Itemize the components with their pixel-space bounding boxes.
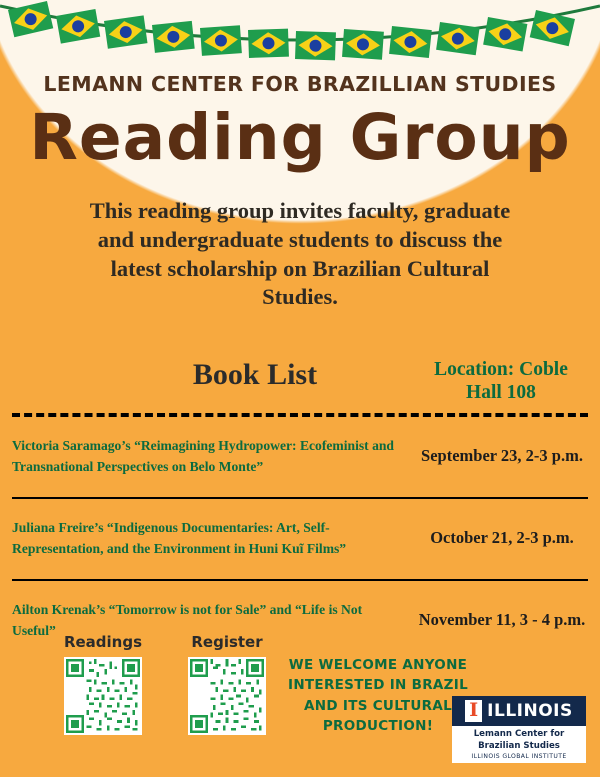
- center-name: LEMANN CENTER FOR BRAZILLIAN STUDIES: [43, 72, 557, 96]
- book-title: Juliana Freire’s “Indigenous Documentaries: Art, Self-Representation, and the Environment in Huni Kuĩ Films”: [12, 520, 347, 556]
- illinois-word: ILLINOIS: [487, 701, 573, 722]
- book-date: September 23, 2-3 p.m.: [421, 446, 583, 466]
- intro-paragraph: This reading group invites faculty, graduate and undergraduate students to discuss the latest scholarship on Brazilian Cultural Studies.: [89, 198, 511, 310]
- book-list-heading: Book List: [192, 358, 318, 391]
- poster-footer: [0, 633, 600, 777]
- register-qr-code[interactable]: [188, 657, 266, 735]
- logo-unit-line1: Lemann Center for: [473, 729, 565, 740]
- poster-header: [0, 72, 600, 312]
- readings-label: Readings: [63, 633, 143, 651]
- logo-unit-line2: Brazilian Studies: [478, 740, 560, 751]
- book-row: [0, 499, 600, 579]
- book-row: [0, 417, 600, 497]
- book-date: October 21, 2-3 p.m.: [430, 528, 574, 548]
- readings-qr-block[interactable]: [48, 633, 158, 735]
- book-title: Victoria Saramago’s “Reimagining Hydropower: Ecofeminist and Transnational Perspectives on Belo Monte”: [12, 438, 394, 474]
- illinois-wordmark: [452, 696, 586, 726]
- welcome-message: WE WELCOME ANYONE INTERESTED IN BRAZIL AND ITS CULTURAL PRODUCTION!: [288, 657, 468, 734]
- register-qr-block[interactable]: [172, 633, 282, 735]
- illinois-block-i-icon: I: [465, 700, 482, 722]
- book-list-header: [0, 358, 600, 405]
- register-label: Register: [191, 633, 263, 651]
- brazil-flag-bunting: [0, 0, 600, 62]
- logo-institute-line: ILLINOIS GLOBAL INSTITUTE: [452, 753, 586, 763]
- logo-unit-name: [452, 726, 586, 753]
- book-title: Ailton Krenak’s “Tomorrow is not for Sale” and “Life is Not Useful”: [12, 602, 363, 638]
- readings-qr-code[interactable]: [64, 657, 142, 735]
- location-text: Location: Coble Hall 108: [434, 359, 568, 404]
- page-title: Reading Group: [29, 101, 571, 174]
- illinois-logo: [452, 696, 586, 763]
- book-list-section: [0, 358, 600, 661]
- book-date: November 11, 3 - 4 p.m.: [418, 610, 586, 630]
